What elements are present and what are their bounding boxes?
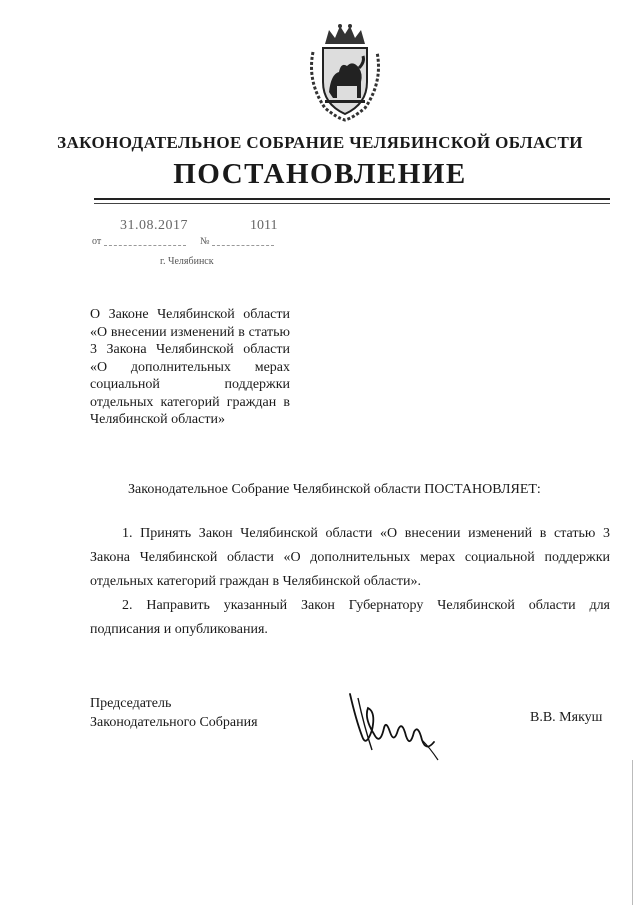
header-divider-thick (94, 198, 610, 200)
from-label: от (92, 236, 102, 247)
registration-number: 1011 (250, 218, 278, 233)
decree-line: Законодательное Собрание Челябинской области ПОСТАНОВЛЯЕТ: (128, 482, 541, 497)
handwritten-signature-icon (338, 690, 448, 764)
registration-date: 31.08.2017 (120, 218, 188, 233)
organization-title: ЗАКОНОДАТЕЛЬНОЕ СОБРАНИЕ ЧЕЛЯБИНСКОЙ ОБЛАСТИ (57, 133, 583, 152)
paragraph-2: 2. Направить указанный Закон Губернатору Челябинской области для подписания и опубликования. (90, 598, 610, 637)
document-type-title: ПОСТАНОВЛЕНИЕ (173, 158, 467, 190)
signer-title (90, 694, 258, 732)
signer-name: В.В. Мякуш (530, 710, 603, 725)
number-label: № (200, 236, 210, 247)
coat-of-arms-icon (303, 22, 387, 122)
document-subject: О Законе Челябинской области «О внесении изменений в статью 3 Закона Челябинской области «О дополнительных мерах социальной поддержки отдельных категорий граждан в Челябинской области» (90, 307, 290, 427)
scan-edge-line (632, 760, 633, 905)
signer-title-line1: Председатель (90, 696, 172, 711)
signer-title-line2: Законодательного Собрания (90, 715, 258, 730)
number-underline (212, 245, 274, 246)
date-underline (104, 245, 186, 246)
city-label: г. Челябинск (160, 256, 214, 267)
header-divider-thin (94, 203, 610, 204)
paragraph-1: 1. Принять Закон Челябинской области «О внесении изменений в статью 3 Закона Челябинской области «О дополнительных мерах социальной поддержки отдельных категорий граждан в Челябинской области». (90, 526, 610, 589)
